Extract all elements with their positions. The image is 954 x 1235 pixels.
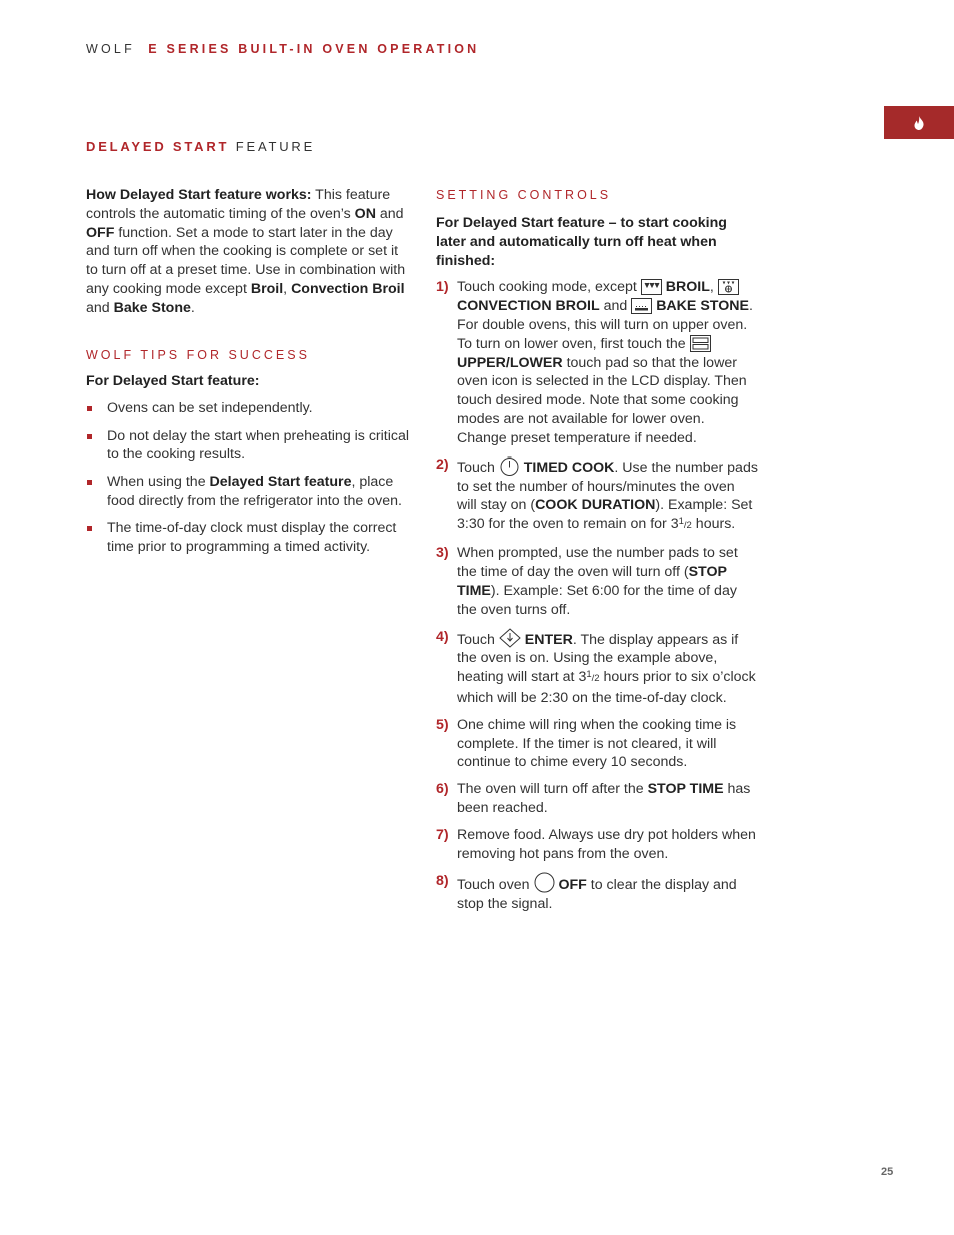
intro-text: . (190, 299, 195, 316)
fraction-denominator: /2 (683, 520, 692, 532)
intro-paragraph (86, 186, 410, 318)
list-item-bold: Delayed Start feature (209, 473, 352, 490)
step-text: Touch oven (457, 877, 534, 894)
enter-diamond-icon (499, 628, 521, 648)
step-number: 5) (436, 716, 449, 733)
step-text: ). Example: Set 3:30 for the oven to remain on for 3 (457, 497, 753, 533)
step-text: . Use the number pads to set the number of hours/minutes the oven will stay on ( (457, 459, 758, 514)
step-text: When prompted, use the number pads to set the time of day the oven will turn off ( (457, 545, 738, 580)
upper-lower-icon (690, 335, 711, 352)
bake-stone-label: Bake Stone (113, 299, 191, 316)
tips-label-text: For Delayed Start feature: (86, 372, 260, 389)
off-label: OFF (558, 877, 587, 894)
fraction (586, 669, 600, 685)
step-text: One chime will ring when the cooking time is complete. If the timer is not cleared, it will continue to chime every 10 seconds. (457, 716, 737, 771)
step-text: , (709, 279, 718, 296)
tips-heading: WOLF TIPS FOR SUCCESS (86, 347, 310, 362)
step-number: 8) (436, 873, 449, 890)
bake-stone-label: BAKE STONE (656, 298, 749, 315)
step-item (436, 628, 758, 708)
step-number: 3) (436, 545, 449, 562)
step-text: hours prior to six o’clock which will be 2:30 on the time-of-day clock. (457, 669, 756, 706)
list-item (86, 399, 410, 418)
step-text: . For double ovens, this will turn on upper oven. To turn on lower oven, first touch the (457, 298, 753, 352)
list-item (86, 473, 410, 511)
bullet-square-icon (87, 526, 92, 531)
step-number: 6) (436, 781, 449, 798)
bullet-square-icon (87, 406, 92, 411)
step-number: 4) (436, 628, 449, 645)
bake-stone-icon (631, 298, 652, 314)
tips-list (86, 399, 410, 556)
list-item-text: Ovens can be set independently. (107, 400, 313, 417)
step-item (436, 544, 758, 619)
flame-icon (913, 116, 925, 130)
fraction-denominator: /2 (591, 673, 600, 685)
broil-icon (641, 279, 662, 295)
list-item-text: , place food directly from the refrigerator into the oven. (107, 473, 402, 509)
upper-lower-label: UPPER/LOWER (457, 354, 563, 371)
step-text: Touch cooking mode, except (457, 279, 641, 296)
step-number: 7) (436, 827, 449, 844)
convection-broil-label: CONVECTION BROIL (457, 298, 600, 315)
step-item (436, 716, 758, 772)
controls-heading: SETTING CONTROLS (436, 188, 612, 202)
broil-label: Broil (250, 280, 284, 297)
step-text: The oven will turn off after the (457, 781, 648, 798)
timer-icon (499, 456, 520, 476)
cook-duration-label: COOK DURATION (535, 497, 656, 514)
off-circle-icon (534, 872, 555, 893)
step-item (436, 278, 758, 447)
step-text: hours. (691, 516, 736, 533)
bullet-square-icon (87, 434, 92, 439)
list-item-text: Do not delay the start when preheating is critical to the cooking results. (107, 427, 410, 463)
running-header (86, 40, 479, 59)
on-label: ON (354, 205, 376, 222)
controls-lead (436, 214, 758, 270)
section-title (86, 138, 315, 157)
intro-text: function. Set a mode to start later in the day and turn off when the cooking is complete or set it to turn off at a preset time. Use in combination with any cooking mode except (86, 224, 406, 297)
list-item-text: When using the (107, 473, 210, 490)
tips-label (86, 372, 410, 391)
intro-text: and (375, 205, 404, 222)
list-item (86, 519, 410, 557)
step-text: Touch (457, 631, 499, 648)
stop-time-label: STOP TIME (647, 781, 724, 798)
step-text: ). Example: Set 6:00 for the time of day the oven turns off. (457, 582, 737, 618)
header-title: E SERIES BUILT-IN OVEN OPERATION (148, 42, 480, 56)
step-number: 1) (436, 279, 449, 296)
convection-broil-label: Convection Broil (291, 280, 405, 297)
step-text: Touch (457, 459, 499, 476)
step-text: and (599, 298, 632, 315)
broil-label: BROIL (665, 279, 710, 296)
step-text: . The display appears as if the oven is on. Using the example above, heating will start at 3 (457, 631, 739, 686)
intro-text: and (86, 299, 114, 316)
step-text: Remove food. Always use dry pot holders when removing hot pans from the oven. (457, 827, 756, 863)
intro-text: , (283, 280, 292, 297)
intro-lead: How Delayed Start feature works: (86, 187, 312, 203)
list-item-text: The time-of-day clock must display the correct time prior to programming a timed activity. (107, 519, 397, 555)
step-item (436, 456, 758, 536)
enter-label: ENTER (524, 631, 573, 648)
convection-broil-icon (718, 279, 739, 295)
right-column (436, 186, 758, 922)
steps-list (436, 278, 758, 913)
step-text: touch pad so that the lower oven icon is selected in the LCD display. Then touch desired mode. Note that some cooking modes are not available for lower oven. Change preset temperature if needed. (457, 354, 747, 446)
step-text: to clear the display and stop the signal. (457, 877, 737, 912)
bullet-square-icon (87, 480, 92, 485)
controls-lead-text: For Delayed Start feature – to start cooking later and automatically turn off heat when finished: (436, 215, 727, 269)
section-title-red: DELAYED START (86, 139, 230, 154)
step-text: has been reached. (457, 781, 751, 817)
timed-cook-label: TIMED COOK (523, 459, 615, 476)
list-item (86, 427, 410, 465)
fraction-numerator: 1 (586, 669, 592, 681)
off-label: OFF (86, 224, 115, 241)
intro-text: This feature controls the automatic timing of the oven’s (86, 187, 391, 222)
header-brand: WOLF (86, 42, 135, 56)
section-title-rest: FEATURE (235, 139, 316, 154)
step-item (436, 826, 758, 864)
step-item (436, 872, 758, 914)
step-item (436, 780, 758, 818)
step-number: 2) (436, 456, 449, 473)
left-column (86, 186, 410, 565)
stop-time-label: STOP TIME (457, 563, 727, 599)
page-number: 25 (881, 1166, 894, 1178)
fraction (678, 516, 692, 532)
section-tab (884, 106, 954, 139)
fraction-numerator: 1 (678, 516, 684, 528)
